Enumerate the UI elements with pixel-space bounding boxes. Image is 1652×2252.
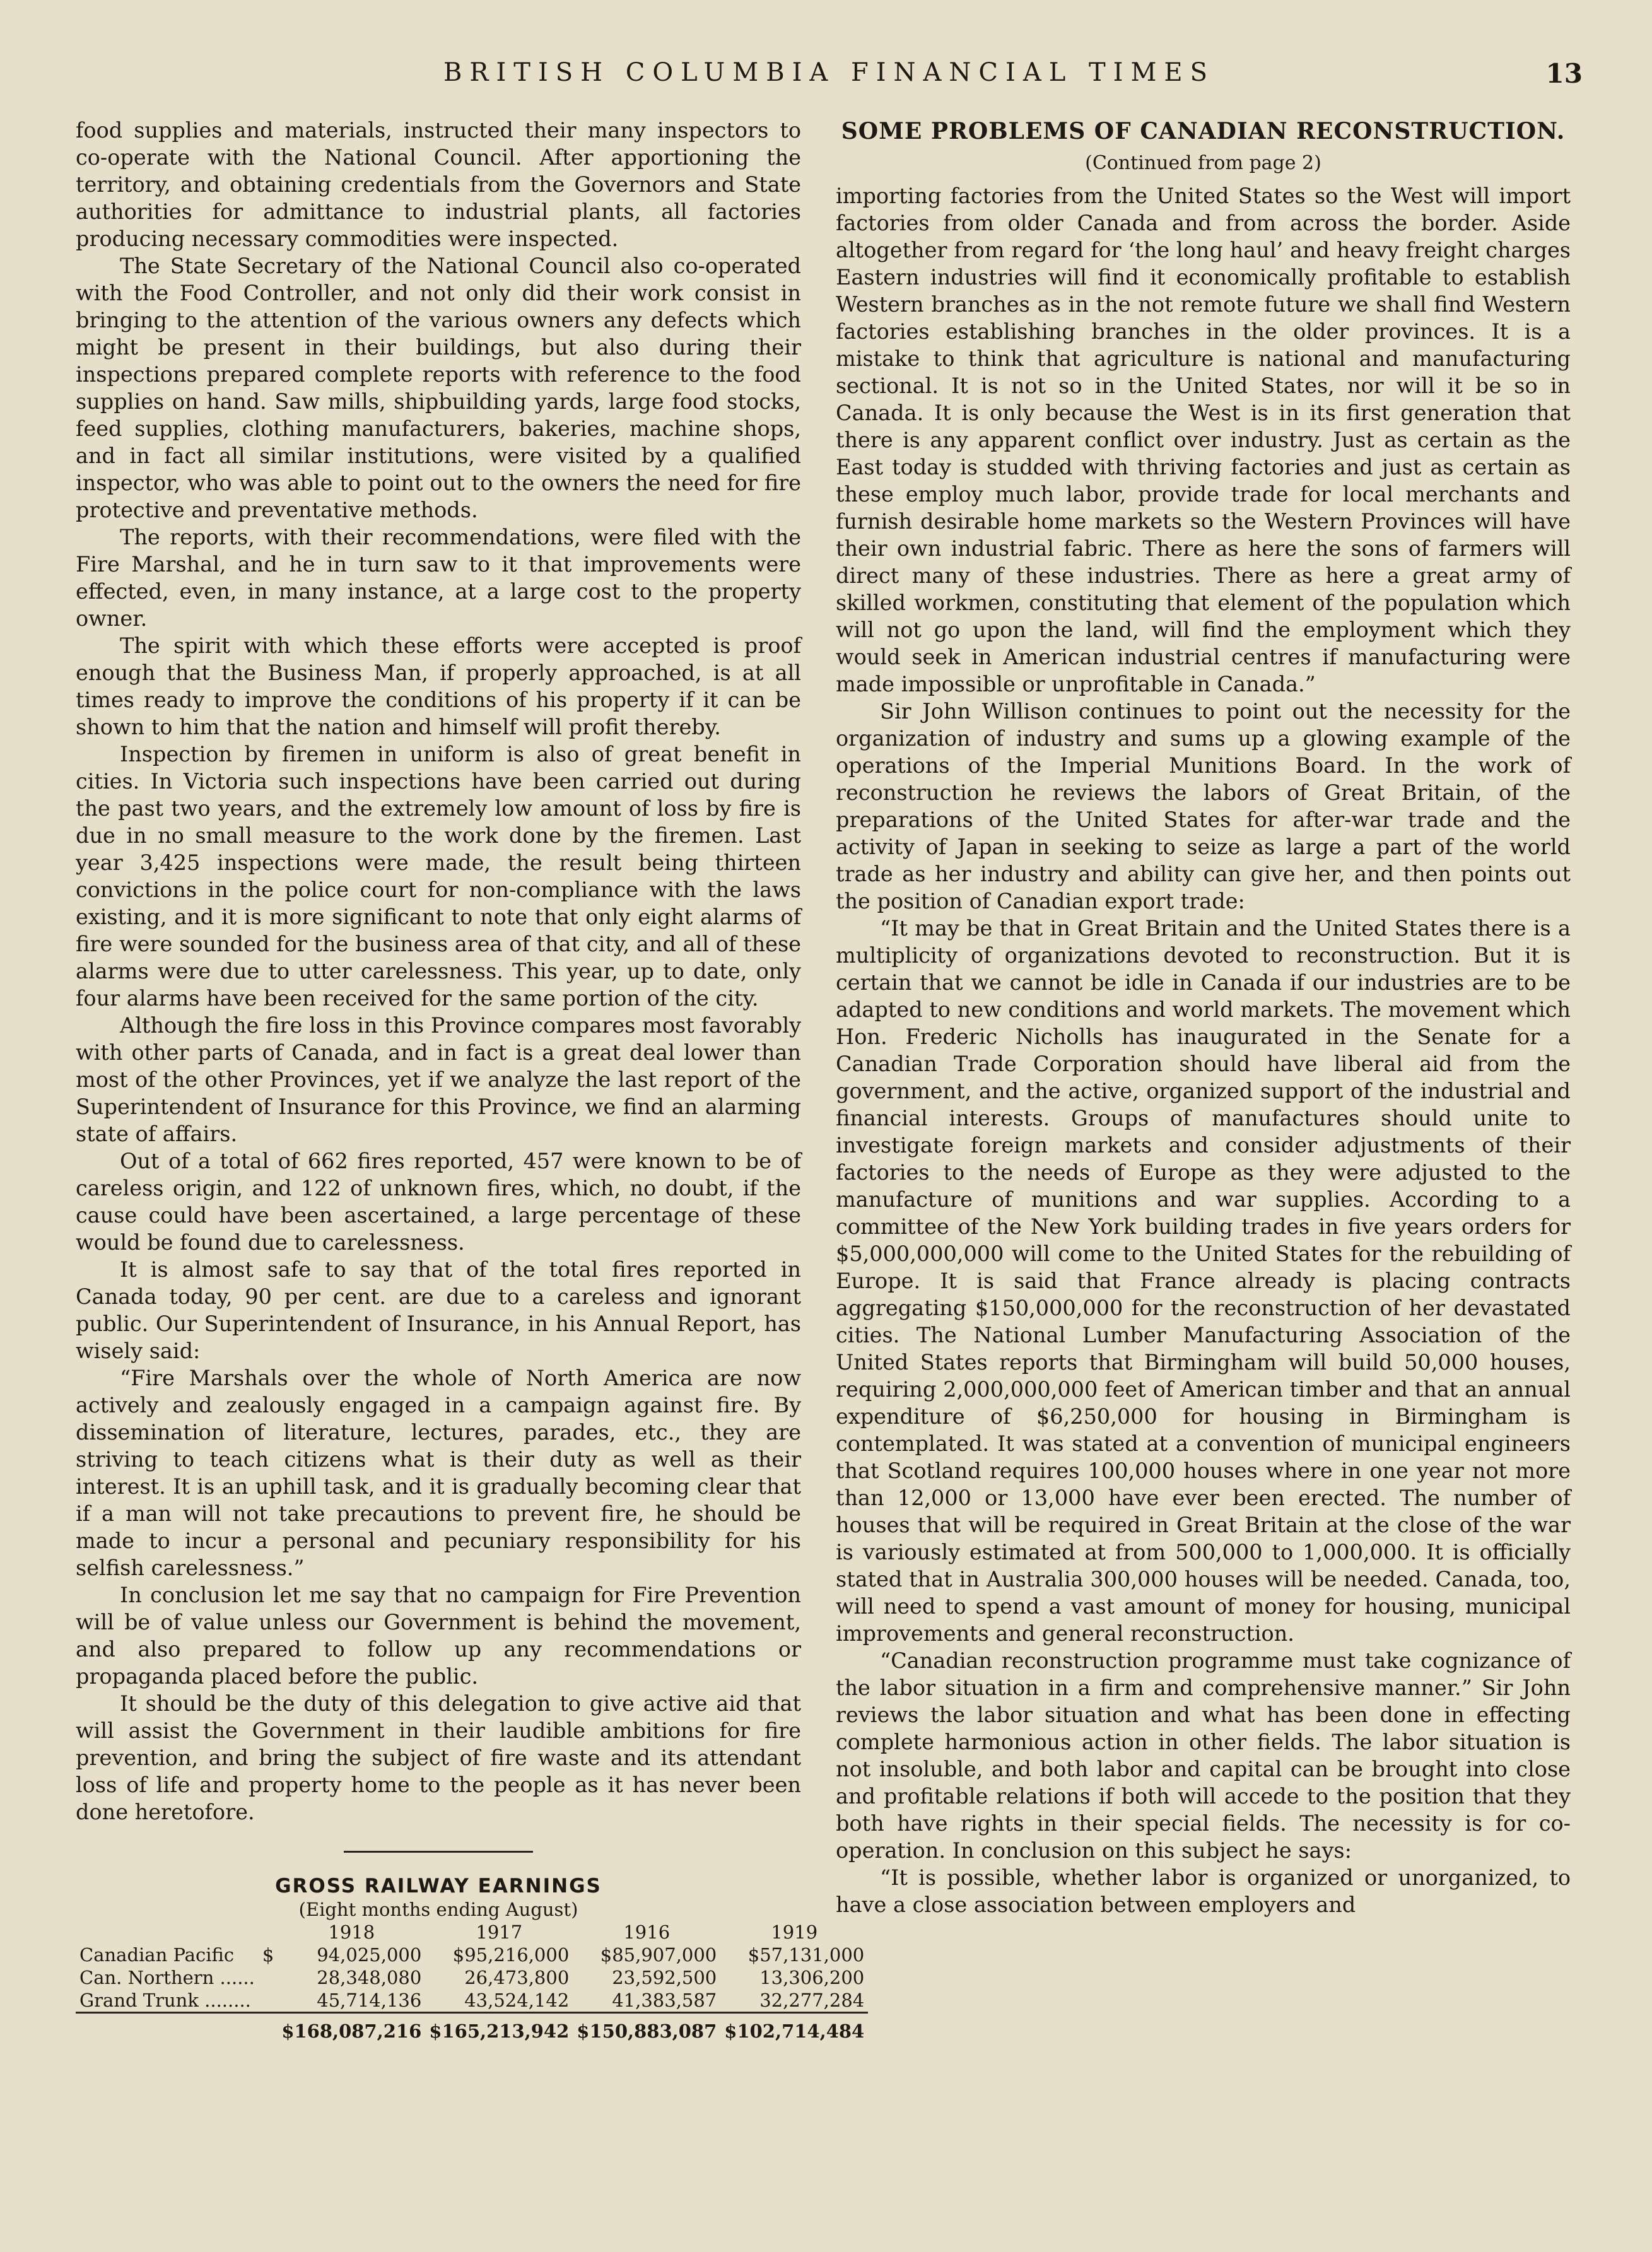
year-header: 1917	[476, 1921, 523, 1943]
table-cell: $57,131,000	[747, 1944, 865, 1966]
table-cell: $85,907,000	[600, 1944, 717, 1966]
table-cell: 32,277,284	[759, 1990, 865, 2011]
year-header: 1918	[328, 1921, 375, 1943]
table-cell: 23,592,500	[612, 1967, 717, 1988]
table-row	[76, 1966, 868, 1989]
earnings-table	[76, 1921, 868, 2043]
railway-name: Canadian Pacific	[79, 1944, 235, 1966]
paragraph: food supplies and materials, instructed their many inspectors to co-operate with the National Council. After apportioning the territory, and obtaining credentials from the Governors and State authorities for admittance to industrial plants, all factories producing necessary commodities were inspected.	[76, 118, 801, 251]
currency-symbol: $	[262, 1944, 274, 1966]
currency-symbol	[259, 1989, 278, 2013]
paragraph: “It may be that in Great Britain and the United States there is a multiplicity of organizations devoted to reconstruction. But it is certain that we cannot be idle in Canada if our industries are to be adapted to new conditions and world markets. The movement which Hon. Frederic Nicholls has inaugurated in the Senate for a Canadian Trade Corporation should have liberal aid from the government, and the active, organized support of the industrial and financial interests. Groups of manufactures should unite to investigate foreign markets and consider adjustments of their factories to the needs of Europe as they were adjusted to the manufacture of munitions and war supplies. According to a committee of the New York building trades in five years orders for $5,000,000,000 will come to the United States for the rebuilding of Europe. It is said that France already is placing contracts aggregating $150,000,000 for the reconstruction of her devastated cities. The National Lumber Manufacturing Association of the United States reports that Birmingham will build 50,000 houses, requiring 2,000,000,000 feet of American timber and that an annual expenditure of $6,250,000 for housing in Birmingham is contemplated. It was stated at a convention of municipal engineers that Scotland requires 100,000 houses where in one year not more than 12,000 or 13,000 have ever been erected. The number of houses that will be required in Great Britain at the close of the war is variously estimated at from 500,000 to 1,000,000. It is officially stated that in Australia 300,000 houses will be needed. Canada, too, will need to spend a vast amount of money for housing, municipal improvements and general reconstruction.	[836, 916, 1571, 1646]
table-cell: 41,383,587	[612, 1990, 717, 2011]
paragraph: In conclusion let me say that no campaign for Fire Prevention will be of value unless our Government is behind the movement, and also prepared to follow up any recommendations or propaganda placed before the public.	[76, 1583, 801, 1689]
year-header: 1919	[771, 1921, 818, 1943]
left-column	[76, 117, 865, 2043]
totals-row	[76, 2013, 868, 2043]
total-cell: $150,883,087	[573, 2013, 720, 2043]
paragraph: It is almost safe to say that of the total fires reported in Canada today, 90 per cent. are due to a careless and ignorant public. Our Superintendent of Insurance, in his Annual Report, has wisely said:	[76, 1257, 801, 1363]
paragraph: Inspection by firemen in uniform is also of great benefit in cities. In Victoria such inspections have been carried out during the past two years, and the extremely low amount of loss by fire is due in no small measure to the work done by the firemen. Last year 3,425 inspections were made, the result being thirteen convictions in the police court for non-compliance with the laws existing, and it is more significant to note that only eight alarms of fire were sounded for the business area of that city, and all of these alarms were due to utter carelessness. This year, up to date, only four alarms have been received for the same portion of the city.	[76, 742, 801, 1011]
paragraph: importing factories from the United States so the West will import factories from older Canada and from across the border. Aside altogether from regard for ‘the long haul’ and heavy freight charges Eastern industries will find it economically profitable to establish Western branches as in the not remote future we shall find Western factories establishing branches in the older provinces. It is a mistake to think that agriculture is national and manufacturing sectional. It is not so in the United States, nor will it be so in Canada. It is only because the West is in its first generation that there is any apparent conflict over industry. Just as certain as the East today is studded with thriving factories and just as certain as these employ much labor, provide trade for local merchants and furnish desirable home markets so the Western Provinces will have their own industrial fabric. There as here the sons of farmers will direct many of these industries. There as here a great army of skilled workmen, constituting that element of the population which will not go upon the land, will find the employment which they would seek in American industrial centres if manufacturing were made impossible or unprofitable in Canada.”	[836, 184, 1571, 696]
paragraph: “Fire Marshals over the whole of North America are now actively and zealously engaged in a campaign against fire. By dissemination of literature, lectures, parades, etc., they are striving to teach citizens what is their duty as well as their interest. It is an uphill task, and it is gradually becoming clear that if a man will not take precautions to prevent fire, he should be made to incur a personal and pecuniary responsibility for his selfish carelessness.”	[76, 1366, 801, 1580]
paragraph: Out of a total of 662 fires reported, 457 were known to be of careless origin, and 122 of unknown fires, which, no doubt, if the cause could have been ascertained, a large percentage of these would be found due to carelessness.	[76, 1149, 801, 1255]
table-cell: 26,473,800	[464, 1967, 570, 1988]
table-cell: 94,025,000	[317, 1944, 422, 1966]
earnings-table-block	[76, 1874, 865, 2043]
paragraph: It should be the duty of this delegation to give active aid that will assist the Government in their laudible ambitions for fire prevention, and bring the subject of fire waste and its attendant loss of life and property home to the people as it has never been done heretofore.	[76, 1691, 801, 1824]
railway-name: Grand Trunk ........	[79, 1990, 251, 2011]
table-subtitle: (Eight months ending August)	[298, 1899, 578, 1920]
right-column	[836, 117, 1571, 1918]
total-cell: $165,213,942	[425, 2013, 573, 2043]
railway-name: Can. Northern ......	[79, 1967, 255, 1988]
table-row	[76, 1989, 868, 2013]
table-header-row	[76, 1921, 868, 1944]
paragraph: Although the fire loss in this Province compares most favorably with other parts of Canada, and in fact is a great deal lower than most of the other Provinces, yet if we analyze the last report of the Superintendent of Insurance for this Province, we find an alarming state of affairs.	[76, 1013, 801, 1146]
paragraph: The reports, with their recommendations, were filed with the Fire Marshal, and he in turn saw to it that improvements were effected, even, in many instance, at a large cost to the property owner.	[76, 525, 801, 631]
table-cell: $95,216,000	[452, 1944, 570, 1966]
paragraph: Sir John Willison continues to point out the necessity for the organization of industry and sums up a glowing example of the operations of the Imperial Munitions Board. In the work of reconstruction he reviews the labors of Great Britain, of the preparations of the United States for after-war trade and the activity of Japan in seeking to seize as large a part of the world trade as her industry and ability can give her, and then points out the position of Canadian export trade:	[836, 699, 1571, 913]
continued-note: (Continued from page 2)	[1085, 152, 1321, 174]
paragraph: The State Secretary of the National Council also co-operated with the Food Controller, and not only did their work consist in bringing to the attention of the various owners any defects which might be present in their buildings, but also during their inspections prepared complete reports with reference to the food supplies on hand. Saw mills, shipbuilding yards, large food stocks, feed supplies, clothing manufacturers, bakeries, machine shops, and in fact all similar institutions, were visited by a qualified inspector, who was able to point out to the owners the need for fire protective and preventative methods.	[76, 254, 801, 522]
paragraph: The spirit with which these efforts were accepted is proof enough that the Business Man, if properly approached, is at all times ready to improve the conditions of his property if it can be shown to him that the nation and himself will profit thereby.	[76, 633, 801, 739]
table-cell: 28,348,080	[317, 1967, 422, 1988]
section-divider	[344, 1851, 533, 1853]
journal-title: BRITISH COLUMBIA FINANCIAL TIMES	[443, 58, 1216, 87]
currency-symbol	[259, 1966, 278, 1989]
table-cell: 43,524,142	[464, 1990, 570, 2011]
paragraph: “It is possible, whether labor is organized or unorganized, to have a close association between employers and	[836, 1865, 1571, 1917]
table-cell: 45,714,136	[317, 1990, 422, 2011]
paragraph: “Canadian reconstruction programme must take cognizance of the labor situation in a firm and comprehensive manner.” Sir John reviews the labor situation and what has been done in effecting complete harmonious action in other fields. The labor situation is not insoluble, and both labor and capital can be brought into close and profitable relations if both will accede to the position that they both have rights in their special fields. The necessity is for co-operation. In conclusion on this subject he says:	[836, 1648, 1571, 1863]
year-header: 1916	[623, 1921, 671, 1943]
total-cell: $168,087,216	[278, 2013, 425, 2043]
page-number: 13	[1545, 58, 1583, 89]
table-title: GROSS RAILWAY EARNINGS	[275, 1875, 602, 1897]
table-row	[76, 1944, 868, 1966]
table-cell: 13,306,200	[759, 1967, 865, 1988]
article-title: SOME PROBLEMS OF CANADIAN RECONSTRUCTION.	[841, 118, 1566, 144]
total-cell: $102,714,484	[720, 2013, 868, 2043]
running-header	[76, 58, 1583, 102]
